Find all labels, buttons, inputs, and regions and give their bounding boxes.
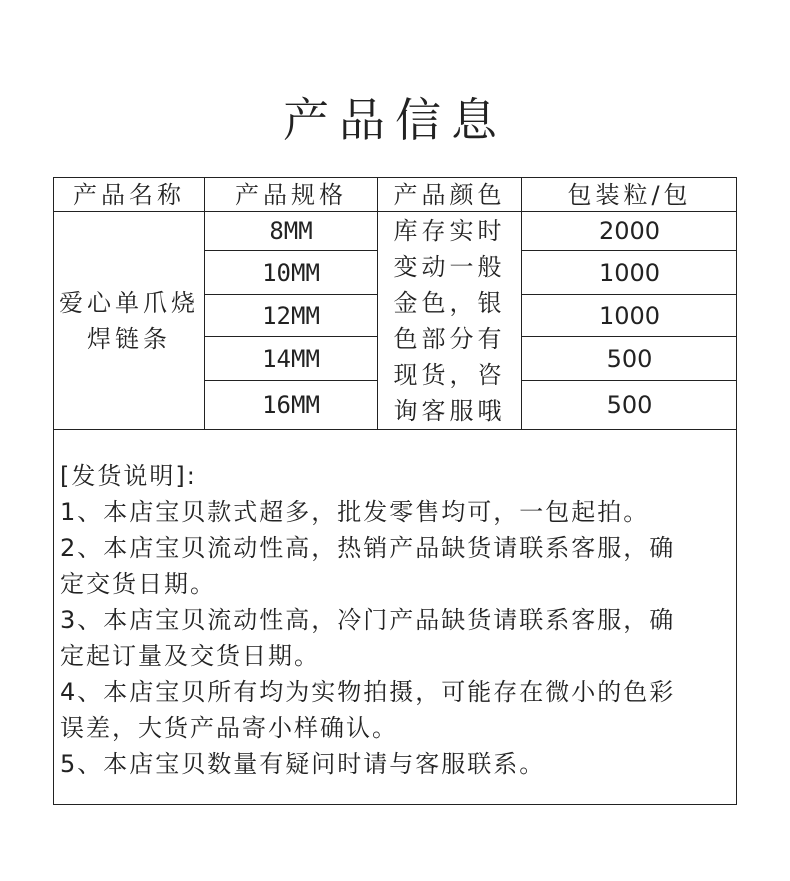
color-line: 询客服哦 [393, 396, 506, 425]
notes-line: 误差，大货产品寄小样确认。 [60, 714, 398, 742]
spec-cell: 10MM [262, 258, 320, 287]
shipping-notes [60, 458, 732, 782]
color-line: 库存实时 [393, 216, 506, 245]
packing-cell: 500 [606, 344, 653, 373]
notes-line: 定起订量及交货日期。 [60, 642, 320, 670]
product-color-cell [378, 212, 521, 429]
header-product-color: 产品颜色 [393, 180, 506, 209]
packing-cell: 2000 [598, 217, 661, 245]
spec-cell: 8MM [269, 217, 313, 245]
header-product-name: 产品名称 [73, 180, 185, 209]
packing-cell: 500 [606, 391, 653, 419]
color-line: 色部分有 [393, 324, 506, 353]
notes-line: 5、本店宝贝数量有疑问时请与客服联系。 [60, 750, 546, 778]
product-name-cell [54, 212, 204, 429]
notes-line: 定交货日期。 [60, 570, 216, 598]
notes-line: 4、本店宝贝所有均为实物拍摄，可能存在微小的色彩 [60, 678, 676, 706]
color-line: 变动一般 [393, 252, 506, 281]
notes-line: 2、本店宝贝流动性高，热销产品缺货请联系客服，确 [60, 534, 676, 562]
spec-cell: 16MM [262, 391, 320, 419]
header-product-spec: 产品规格 [235, 180, 347, 209]
product-name-line-1: 爱心单爪烧 [59, 288, 199, 317]
packing-cell: 1000 [598, 301, 661, 330]
spec-cell: 14MM [262, 344, 320, 373]
notes-heading: [发货说明]: [60, 462, 197, 490]
notes-line: 3、本店宝贝流动性高，冷门产品缺货请联系客服，确 [60, 606, 676, 634]
color-line: 现货，咨 [393, 360, 506, 389]
spec-cell: 12MM [262, 301, 320, 330]
page-title: 产品信息 [283, 93, 507, 147]
notes-line: 1、本店宝贝款式超多，批发零售均可，一包起拍。 [60, 498, 650, 526]
divider-table-bottom [53, 429, 737, 430]
color-line: 金色，银 [393, 288, 506, 317]
header-packing: 包装粒/包 [567, 180, 692, 209]
product-name-line-2: 焊链条 [87, 324, 171, 353]
packing-cell: 1000 [598, 258, 661, 287]
